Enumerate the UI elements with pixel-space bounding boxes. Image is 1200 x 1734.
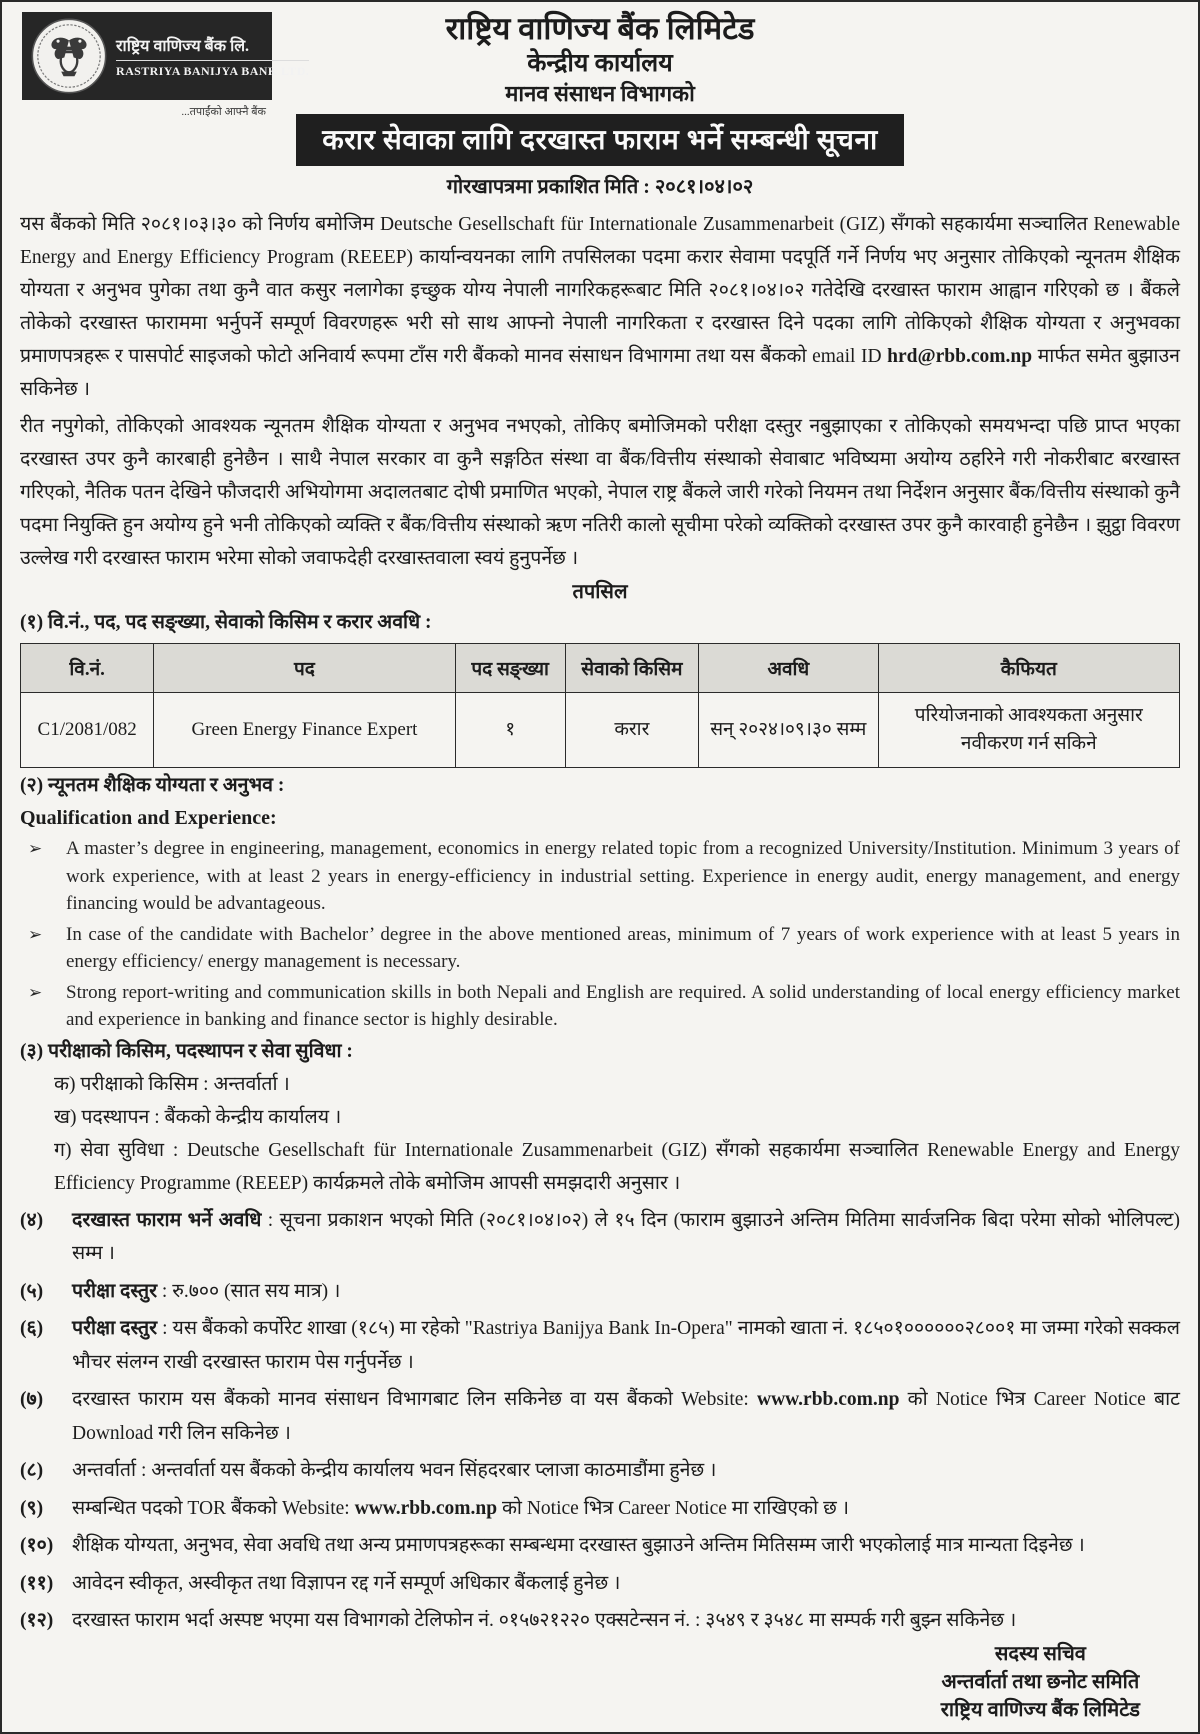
bank-name-nepali: राष्ट्रिय वाणिज्य बैंक लि. <box>116 37 250 55</box>
signature-bank: राष्ट्रिय वाणिज्य बैंक लिमिटेड <box>940 1698 1140 1721</box>
bank-logo <box>22 12 310 119</box>
section3-heading: (३) परीक्षाको किसिम, पदस्थापन र सेवा सुविधा : <box>20 1040 353 1062</box>
col-advt-no: वि.नं. <box>21 644 154 693</box>
intro-paragraph-1: यस बैंकको मिति २०८१।०३।३० को निर्णय बमोजिम Deutsche Gesellschaft für Internationale Zusammenarbeit (GIZ) सँगको सहकार्यमा सञ्चालित Renewable Energy and Energy Efficiency Program (REEEP) कार्यान्वयनका लागि तपसिलका पदमा करार सेवामा पदपूर्ति गर्ने निर्णय भए अनुसार तोकिएको न्यूनतम शैक्षिक योग्यता र अनुभव पुगेका तथा कुनै वात कसुर नलागेका इच्छुक योग्य नेपाली नागरिकहरूबाट मिति २०८१।०४।०२ गतेदेखि दरखास्त फाराम आह्वान गरिएको छ । बैंकले तोकेको दरखास्त फाराममा भर्नुपर्ने सम्पूर्ण विवरणहरू भरी सो साथ आफ्नो नेपाली नागरिकता र दरखास्त दिने पदका लागि तोकिएको शैक्षिक योग्यता र अनुभवका प्रमाणपत्रहरू र पासपोर्ट साइजको फोटो अनिवार्य रूपमा टाँस गरी बैंकको मानव संसाधन विभागमा तथा यस बैंकको email ID hrd@rbb.com.np मार्फत समेत बुझाउन सकिनेछ । <box>20 214 1180 400</box>
bank-name-english: RASTRIYA BANIJYA BANK LTD. <box>116 60 309 79</box>
cell-post-count: १ <box>455 693 565 768</box>
section3-item-kha: ख) पदस्थापन : बैंकको केन्द्रीय कार्यालय । <box>54 1106 342 1128</box>
department-title: मानव संसाधन विभागको <box>505 81 695 106</box>
qualification-text: Strong report-writing and communication skills in both Nepali and English are required. A solid understanding of local energy efficiency market and experience in banking and finance sector is highly desirable. <box>66 981 1180 1030</box>
qualification-text: A master’s degree in engineering, management, economics in energy related topic from a recognized University/Institution. Minimum 3 years of work experience, with at least 2 years in energy-efficiency in industrial setting. Experience in energy audit, energy management, and energy financing would be advantageous. <box>66 838 1180 914</box>
notice-item-11 <box>20 1567 1180 1601</box>
section3-item-ka: क) परीक्षाको किसिम : अन्तर्वार्ता । <box>54 1073 290 1095</box>
signature-block <box>941 1640 1140 1724</box>
notice-item-8 <box>20 1454 1180 1488</box>
item-text: परीक्षा दस्तुर : रु.७०० (सात सय मात्र) । <box>72 1280 341 1302</box>
cell-duration: सन् २०२४।०९।३० सम्म <box>698 693 878 768</box>
table-header-row <box>21 644 1180 693</box>
col-post-count: पद सङ्ख्या <box>455 644 565 693</box>
col-duration: अवधि <box>698 644 878 693</box>
notice-item-9 <box>20 1492 1180 1526</box>
notice-item-4 <box>20 1204 1180 1271</box>
item-number: (८) <box>20 1460 44 1481</box>
section3-list <box>20 1068 1180 1200</box>
item-text: शैक्षिक योग्यता, अनुभव, सेवा अवधि तथा अन्य प्रमाणपत्रहरूका सम्बन्धमा दरखास्त बुझाउने अन्तिम मितिसम्म जारी भएकोलाई मात्र मान्यता दिइनेछ । <box>72 1535 1085 1556</box>
signature-committee: अन्तर्वार्ता तथा छनोट समिति <box>941 1670 1140 1693</box>
qualification-text: In case of the candidate with Bachelor’ degree in the above mentioned areas, minimum of 7 years of work experience with at least 5 years in energy efficiency/ energy management is necessary. <box>66 923 1180 972</box>
office-title: केन्द्रीय कार्यालय <box>527 50 673 77</box>
arrow-bullet-icon: ➢ <box>28 839 43 858</box>
item-text: दरखास्त फाराम भर्दा अस्पष्ट भएमा यस विभागको टेलिफोन नं. ०१५७२१२२० एक्सटेन्सन नं. : ३५४९ र ३५४८ मा सम्पर्क गरी बुझ्न सकिनेछ । <box>72 1610 1017 1631</box>
qualification-item <box>20 979 1180 1034</box>
item-text: परीक्षा दस्तुर : यस बैंकको कर्पोरेट शाखा (१८५) मा रहेको "Rastriya Banijya Bank In-Opera" नामको खाता नं. १८५०१००००००२८००१ मा जम्मा गरेको सक्कल भौचर संलग्न राखी दरखास्त फाराम पेस गर्नुपर्नेछ । <box>72 1318 1180 1373</box>
cell-advt-no: C1/2081/082 <box>21 693 154 768</box>
item-text: दरखास्त फाराम यस बैंकको मानव संसाधन विभागबाट लिन सकिनेछ वा यस बैंकको Website: www.rbb.com.np को Notice भित्र Career Notice बाट Download गरी लिन सकिनेछ । <box>72 1389 1180 1444</box>
item-text: सम्बन्धित पदको TOR बैंकको Website: www.rbb.com.np को Notice भित्र Career Notice मा राखिएको छ । <box>72 1497 850 1519</box>
col-post: पद <box>154 644 455 693</box>
qualification-list <box>20 835 1180 1034</box>
bank-logo-text <box>116 34 309 79</box>
item-number: (४) <box>20 1209 44 1231</box>
tapasil-heading: तपसिल <box>572 581 628 603</box>
section1-heading: (१) वि.नं., पद, पद सङ्ख्या, सेवाको किसिम र करार अवधि : <box>20 612 432 633</box>
qualification-item <box>20 835 1180 918</box>
intro-paragraph-2: रीत नपुगेको, तोकिएको आवश्यक न्यूनतम शैक्षिक योग्यता र अनुभव नभएको, तोकिए बमोजिमको परीक्षा दस्तुर नबुझाएका र तोकिएको समयभन्दा पछि प्राप्त भएका दरखास्त उपर कुनै कारबाही हुनेछैन । साथै नेपाल सरकार वा कुनै सङ्गठित संस्था वा बैंक/वित्तीय संस्थाको सेवाबाट भविष्यमा अयोग्य ठहरिने गरी नोकरीबाट बरखास्त गरिएको, नैतिक पतन देखिने फौजदारी अभियोगमा अदालतबाट दोषी प्रमाणित भएको, नेपाल राष्ट्र बैंकले जारी गरेको नियमन तथा निर्देशन अनुसार बैंक/वित्तीय संस्थाको कुनै पदमा नियुक्ति हुन अयोग्य हुने भनी तोकिएको व्यक्ति र बैंक/वित्तीय संस्थाको ऋण नतिरी कालो सूचीमा परेको व्यक्तिको दरखास्त उपर कुनै कारवाही हुनेछैन । झुट्ठा विवरण उल्लेख गरी दरखास्त फाराम भरेमा सोको जवाफदेही दरखास्तवाला स्वयं हुनुपर्नेछ । <box>20 416 1180 569</box>
document-header <box>20 8 1180 204</box>
bank-logo-box <box>22 12 310 100</box>
notice-item-12 <box>20 1604 1180 1638</box>
qualification-item <box>20 921 1180 976</box>
col-service-type: सेवाको किसिम <box>565 644 698 693</box>
table-row <box>21 693 1180 768</box>
notice-item-6 <box>20 1312 1180 1379</box>
cell-remarks: परियोजनाको आवश्यकता अनुसार नवीकरण गर्न सकिने <box>878 693 1179 768</box>
cell-post: Green Energy Finance Expert <box>154 693 455 768</box>
signature-role: सदस्य सचिव <box>994 1642 1086 1665</box>
section3-item-ga: ग) सेवा सुविधा : Deutsche Gesellschaft für Internationale Zusammenarbeit (GIZ) सँगको सहकार्यमा सञ्चालित Renewable Energy and Energy Efficiency Programme (REEEP) कार्यक्रमले तोके बमोजिम आपसी समझदारी अनुसार । <box>54 1139 1180 1194</box>
notice-banner: करार सेवाका लागि दरखास्त फाराम भर्ने सम्बन्धी सूचना <box>296 114 904 166</box>
item-number: (६) <box>20 1318 44 1339</box>
published-date: गोरखापत्रमा प्रकाशित मिति : २०८१।०४।०२ <box>446 176 754 198</box>
arrow-bullet-icon: ➢ <box>28 924 43 944</box>
col-remarks: कैफियत <box>878 644 1179 693</box>
bank-tagline: ...तपाईंको आफ्नै बैंक <box>181 106 266 118</box>
vacancy-table <box>20 643 1180 768</box>
item-number: (५) <box>20 1280 44 1302</box>
qualification-heading: Qualification and Experience: <box>20 807 277 829</box>
cell-service-type: करार <box>565 693 698 768</box>
item-text: दरखास्त फाराम भर्ने अवधि : सूचना प्रकाशन भएको मिति (२०८१।०४।०२) ले १५ दिन (फाराम बुझाउने अन्तिम मितिमा सार्वजनिक बिदा परेमा सोको भोलिपल्ट) सम्म । <box>72 1209 1180 1264</box>
item-text: अन्तर्वार्ता : अन्तर्वार्ता यस बैंकको केन्द्रीय कार्यालय भवन सिंहदरबार प्लाजा काठमाडौंमा हुनेछ । <box>72 1460 717 1481</box>
notice-item-10 <box>20 1529 1180 1563</box>
notice-item-5 <box>20 1275 1180 1309</box>
item-number: (११) <box>20 1572 54 1594</box>
item-number: (९) <box>20 1497 44 1519</box>
item-text: आवेदन स्वीकृत, अस्वीकृत तथा विज्ञापन रद्द गर्ने सम्पूर्ण अधिकार बैंकलाई हुनेछ । <box>72 1572 621 1594</box>
item-number: (१२) <box>20 1610 54 1631</box>
notice-item-7 <box>20 1383 1180 1450</box>
bank-title: राष्ट्रिय वाणिज्य बैंक लिमिटेड <box>445 11 755 46</box>
item-number: (७) <box>20 1389 44 1410</box>
arrow-bullet-icon: ➢ <box>28 982 43 1002</box>
section2-heading: (२) न्यूनतम शैक्षिक योग्यता र अनुभव : <box>20 775 285 796</box>
item-number: (१०) <box>20 1535 54 1556</box>
bank-emblem-icon <box>30 17 108 95</box>
